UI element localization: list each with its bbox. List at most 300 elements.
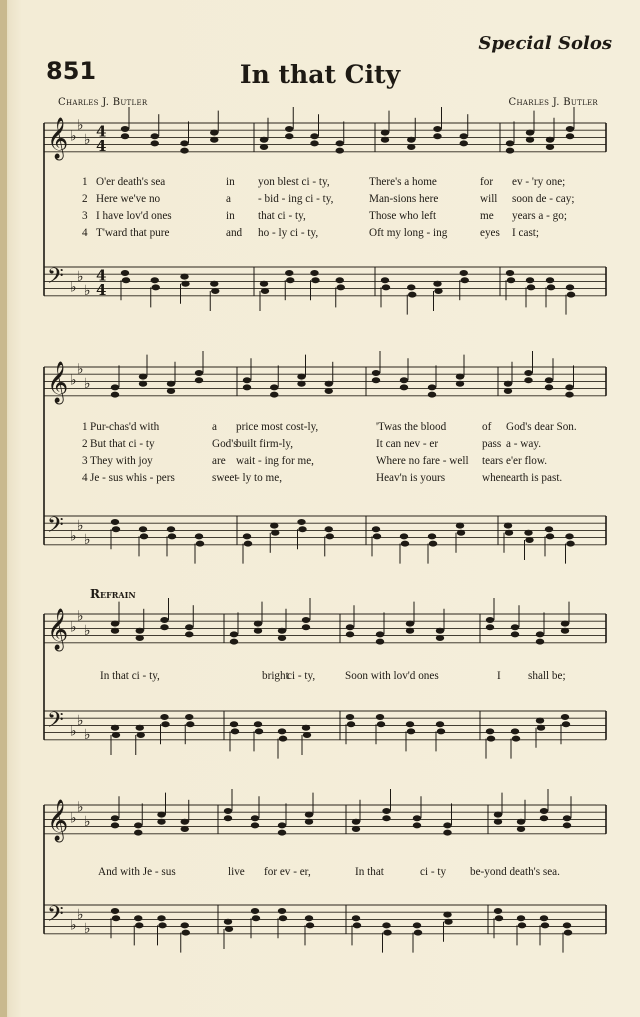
note-head <box>486 617 494 623</box>
note-head <box>372 370 380 376</box>
lyric-syllables: a <box>226 193 231 205</box>
note-head <box>185 714 193 720</box>
note-head <box>456 381 464 387</box>
note-head <box>152 284 160 290</box>
note-head <box>352 915 360 921</box>
note-head <box>210 281 218 287</box>
note-head <box>306 922 314 928</box>
flat-icon: ♭ <box>77 906 84 923</box>
note-head <box>566 284 574 290</box>
lyric-syllables: ho - ly ci - ty, <box>258 227 319 239</box>
note-head <box>400 377 408 383</box>
note-head <box>186 721 194 727</box>
note-head <box>545 377 553 383</box>
flat-icon: ♭ <box>77 712 84 729</box>
note-head <box>407 144 415 150</box>
treble-clef-icon: 𝄞 <box>47 118 69 159</box>
note-head <box>413 922 421 928</box>
note-head <box>414 930 422 936</box>
note-head <box>180 140 188 146</box>
note-head <box>517 819 525 825</box>
note-head <box>134 915 142 921</box>
note-head <box>413 815 421 821</box>
note-head <box>527 284 535 290</box>
flat-icon: ♭ <box>77 268 84 285</box>
note-head <box>136 635 144 641</box>
note-head <box>511 728 519 734</box>
flat-icon: ♭ <box>84 132 91 148</box>
note-head <box>381 277 389 283</box>
note-head <box>436 628 444 634</box>
note-head <box>444 919 452 925</box>
stanza-number: 1 <box>82 421 88 433</box>
time-signature-top: 4 <box>96 266 107 285</box>
note-head <box>302 624 310 630</box>
note-head <box>461 277 469 283</box>
note-head <box>506 270 514 276</box>
note-head <box>336 140 344 146</box>
note-head <box>195 370 203 376</box>
flat-icon: ♭ <box>84 283 91 300</box>
note-head <box>565 392 573 398</box>
lyric-syllables: 'Twas the blood <box>376 421 447 433</box>
note-head <box>111 822 119 828</box>
flat-icon: ♭ <box>77 799 84 816</box>
note-head <box>526 137 534 143</box>
note-head <box>443 912 451 918</box>
note-head <box>505 530 513 536</box>
note-head <box>244 541 252 547</box>
lyric-syllables: Heav'n is yours <box>376 472 446 484</box>
lyric-syllables: and <box>226 227 243 239</box>
lyric-syllables: when <box>482 472 507 484</box>
note-head <box>460 133 468 139</box>
note-head <box>285 270 293 276</box>
note-head <box>563 815 571 821</box>
note-head <box>243 377 251 383</box>
note-head <box>181 819 189 825</box>
flat-icon: ♭ <box>84 727 91 744</box>
note-head <box>547 284 555 290</box>
note-head <box>255 728 263 734</box>
note-head <box>278 635 286 641</box>
lyric-syllables: ci - ty, <box>287 670 316 682</box>
note-head <box>457 530 465 536</box>
note-head <box>167 526 175 532</box>
note-head <box>136 628 144 634</box>
note-head <box>225 926 233 932</box>
note-head <box>134 830 142 836</box>
note-head <box>310 270 318 276</box>
note-head <box>352 819 360 825</box>
note-head <box>111 908 119 914</box>
note-head <box>305 812 313 818</box>
lyric-syllables: T'ward that pure <box>96 227 170 239</box>
note-head <box>230 639 238 645</box>
flat-icon: ♭ <box>70 619 77 636</box>
note-head <box>336 148 344 154</box>
note-head <box>436 635 444 641</box>
note-head <box>111 519 119 525</box>
note-head <box>181 922 189 928</box>
note-head <box>139 526 147 532</box>
note-head <box>545 384 553 390</box>
lyric-syllables: Soon with lov'd ones <box>345 670 439 682</box>
note-head <box>382 815 390 821</box>
note-head <box>325 526 333 532</box>
lyric-syllables: e'er flow. <box>506 455 548 467</box>
note-head <box>524 377 532 383</box>
note-head <box>251 908 259 914</box>
note-head <box>494 908 502 914</box>
note-head <box>310 140 318 146</box>
note-head <box>271 530 279 536</box>
note-head <box>376 631 384 637</box>
note-head <box>224 815 232 821</box>
note-head <box>111 384 119 390</box>
lyric-syllables: pass <box>482 438 502 450</box>
note-head <box>260 281 268 287</box>
note-head <box>137 732 145 738</box>
note-head <box>254 721 262 727</box>
note-head <box>151 133 159 139</box>
note-head <box>546 277 554 283</box>
note-head <box>121 126 129 132</box>
note-head <box>413 822 421 828</box>
flat-icon: ♭ <box>77 517 84 534</box>
note-head <box>260 144 268 150</box>
note-head <box>285 133 293 139</box>
note-head <box>443 822 451 828</box>
note-head <box>160 714 168 720</box>
note-head <box>151 140 159 146</box>
note-head <box>297 374 305 380</box>
lyric-syllables: are <box>212 455 226 467</box>
note-head <box>406 628 414 634</box>
flat-icon: ♭ <box>70 128 77 145</box>
note-head <box>494 812 502 818</box>
lyric-syllables: God's dear Son. <box>506 421 577 433</box>
time-signature-top: 4 <box>96 122 107 141</box>
note-head <box>157 812 165 818</box>
lyric-syllables: And with Je - sus <box>98 866 176 878</box>
note-head <box>111 392 119 398</box>
note-head <box>230 631 238 637</box>
time-signature-bottom: 4 <box>96 280 107 299</box>
note-head <box>511 624 519 630</box>
note-head <box>167 388 175 394</box>
note-head <box>400 533 408 539</box>
lyric-syllables: for <box>480 176 494 188</box>
note-head <box>567 292 575 298</box>
note-head <box>563 822 571 828</box>
note-head <box>381 130 389 136</box>
lyric-syllables: will <box>480 193 498 205</box>
time-signature-bottom: 4 <box>96 136 107 155</box>
lyric-syllables: bright <box>262 670 289 682</box>
note-head <box>326 533 334 539</box>
note-head <box>504 523 512 529</box>
lyric-syllables: Oft my long - ing <box>369 227 448 239</box>
note-head <box>251 815 259 821</box>
note-head <box>563 922 571 928</box>
note-head <box>111 725 119 731</box>
note-head <box>346 714 354 720</box>
lyric-syllables: a <box>212 421 217 433</box>
note-head <box>540 815 548 821</box>
note-head <box>428 384 436 390</box>
lyric-syllables: - ly to me, <box>236 472 282 484</box>
note-head <box>428 392 436 398</box>
note-head <box>279 736 287 742</box>
note-head <box>566 126 574 132</box>
note-head <box>297 519 305 525</box>
stanza-number: 1 <box>82 176 88 188</box>
lyric-syllables: Here we've no <box>96 193 161 205</box>
bass-clef-icon: 𝄢 <box>47 902 64 932</box>
note-head <box>310 133 318 139</box>
note-head <box>536 631 544 637</box>
lyric-syllables: in <box>226 176 235 188</box>
note-head <box>302 617 310 623</box>
note-head <box>524 370 532 376</box>
lyric-syllables: They with joy <box>90 455 153 467</box>
note-head <box>408 292 416 298</box>
lyric-syllables: I have lov'd ones <box>96 210 172 222</box>
note-head <box>382 808 390 814</box>
note-head <box>401 541 409 547</box>
note-head <box>540 915 548 921</box>
note-head <box>372 526 380 532</box>
stanza-number: 2 <box>82 193 88 205</box>
lyric-syllables: Man-sions here <box>369 193 439 205</box>
treble-clef-icon: 𝄞 <box>47 800 69 841</box>
note-head <box>180 148 188 154</box>
note-head <box>270 392 278 398</box>
note-head <box>561 628 569 634</box>
note-head <box>121 133 129 139</box>
note-head <box>298 526 306 532</box>
note-head <box>517 826 525 832</box>
note-head <box>525 537 533 543</box>
lyric-syllables: tears <box>482 455 504 467</box>
note-head <box>135 922 143 928</box>
note-head <box>161 721 169 727</box>
note-head <box>400 384 408 390</box>
note-head <box>512 736 520 742</box>
note-head <box>297 381 305 387</box>
flat-icon: ♭ <box>77 117 84 134</box>
note-head <box>254 621 262 627</box>
note-head <box>376 639 384 645</box>
note-head <box>260 137 268 143</box>
lyric-syllables: O'er death's sea <box>96 176 166 188</box>
lyric-syllables: that ci - ty, <box>258 210 306 222</box>
note-head <box>185 631 193 637</box>
flat-icon: ♭ <box>84 376 91 392</box>
note-head <box>278 830 286 836</box>
lyric-syllables: ci - ty <box>420 866 447 878</box>
note-head <box>376 714 384 720</box>
note-head <box>278 822 286 828</box>
note-head <box>546 137 554 143</box>
note-head <box>302 725 310 731</box>
lyric-syllables: I <box>497 670 501 682</box>
note-head <box>303 732 311 738</box>
note-head <box>377 721 385 727</box>
note-head <box>112 526 120 532</box>
stanza-number: 2 <box>82 438 88 450</box>
note-head <box>506 140 514 146</box>
note-head <box>433 133 441 139</box>
note-head <box>434 288 442 294</box>
flat-icon: ♭ <box>70 810 77 827</box>
flat-icon: ♭ <box>84 623 91 639</box>
section-header: Special Solos <box>478 33 612 54</box>
lyric-syllables: eyes <box>480 227 500 239</box>
note-head <box>160 624 168 630</box>
note-head <box>224 808 232 814</box>
note-head <box>279 915 287 921</box>
lyric-syllables: ev - 'ry one; <box>512 176 566 188</box>
note-head <box>336 277 344 283</box>
note-head <box>373 533 381 539</box>
note-head <box>157 915 165 921</box>
note-head <box>546 144 554 150</box>
note-head <box>168 533 176 539</box>
lyric-syllables: It can nev - er <box>376 438 439 450</box>
note-head <box>112 732 120 738</box>
note-head <box>537 725 545 731</box>
note-head <box>195 533 203 539</box>
note-head <box>111 628 119 634</box>
lyric-syllables: - bid - ing ci - ty, <box>258 193 334 205</box>
note-head <box>524 530 532 536</box>
note-head <box>564 930 572 936</box>
note-head <box>139 381 147 387</box>
note-head <box>381 137 389 143</box>
hymn-title: In that City <box>239 60 401 89</box>
stanza-number: 3 <box>82 455 88 467</box>
lyric-syllables: wait - ing for me, <box>236 455 314 467</box>
lyric-syllables: a - way. <box>506 438 541 450</box>
lyric-syllables: in <box>226 210 235 222</box>
lyric-syllables: years a - go; <box>512 210 567 222</box>
bass-clef-icon: 𝄢 <box>47 264 64 294</box>
note-head <box>111 621 119 627</box>
note-head <box>536 639 544 645</box>
note-head <box>122 277 130 283</box>
note-head <box>278 908 286 914</box>
music-credit: Charles J. Butler <box>508 97 598 108</box>
note-head <box>566 541 574 547</box>
note-head <box>433 281 441 287</box>
note-head <box>511 631 519 637</box>
note-head <box>407 284 415 290</box>
words-credit: Charles J. Butler <box>58 97 148 108</box>
note-head <box>311 277 319 283</box>
note-head <box>561 621 569 627</box>
note-head <box>407 137 415 143</box>
note-head <box>254 628 262 634</box>
note-head <box>561 714 569 720</box>
lyric-syllables: I cast; <box>512 227 540 239</box>
stanza-number: 4 <box>82 472 88 484</box>
note-head <box>565 533 573 539</box>
note-head <box>346 624 354 630</box>
lyric-syllables: In that ci - ty, <box>100 670 160 682</box>
flat-icon: ♭ <box>70 528 77 545</box>
note-head <box>456 374 464 380</box>
bass-clef-icon: 𝄢 <box>47 708 64 738</box>
note-head <box>433 126 441 132</box>
treble-clef-icon: 𝄞 <box>47 362 69 403</box>
note-head <box>504 388 512 394</box>
stanza-number: 4 <box>82 227 88 239</box>
lyric-syllables: shall be; <box>528 670 566 682</box>
note-head <box>436 721 444 727</box>
note-head <box>210 137 218 143</box>
lyric-syllables: In that <box>355 866 384 878</box>
note-head <box>151 277 159 283</box>
note-head <box>382 284 390 290</box>
lyric-syllables: Where no fare - well <box>376 455 469 467</box>
note-head <box>382 922 390 928</box>
note-head <box>429 541 437 547</box>
note-head <box>185 624 193 630</box>
lyric-syllables: soon de - cay; <box>512 193 575 205</box>
note-head <box>195 377 203 383</box>
note-head <box>270 384 278 390</box>
flat-icon: ♭ <box>77 608 84 625</box>
note-head <box>243 384 251 390</box>
note-head <box>443 830 451 836</box>
note-head <box>112 915 120 921</box>
note-head <box>518 922 526 928</box>
bass-clef-icon: 𝄢 <box>47 513 64 543</box>
flat-icon: ♭ <box>70 372 77 389</box>
note-head <box>566 133 574 139</box>
note-head <box>211 288 219 294</box>
note-head <box>337 284 345 290</box>
note-head <box>111 815 119 821</box>
note-head <box>252 915 260 921</box>
note-head <box>230 721 238 727</box>
note-head <box>180 274 188 280</box>
hymn-number: 851 <box>46 57 97 85</box>
note-head <box>437 728 445 734</box>
note-head <box>486 728 494 734</box>
note-head <box>540 808 548 814</box>
note-head <box>167 381 175 387</box>
stanza-number: 3 <box>82 210 88 222</box>
lyric-syllables: Those who left <box>369 210 437 222</box>
note-head <box>517 915 525 921</box>
note-head <box>261 288 269 294</box>
note-head <box>346 631 354 637</box>
note-head <box>325 381 333 387</box>
lyric-syllables: Je - sus whis - pers <box>90 472 175 484</box>
note-head <box>136 725 144 731</box>
lyric-syllables: Pur-chas'd with <box>90 421 160 433</box>
note-head <box>486 624 494 630</box>
note-head <box>286 277 294 283</box>
flat-icon: ♭ <box>77 361 84 378</box>
lyric-syllables: But that ci - ty <box>90 438 155 450</box>
note-head <box>305 915 313 921</box>
lyric-syllables: There's a home <box>369 176 437 188</box>
note-head <box>545 526 553 532</box>
